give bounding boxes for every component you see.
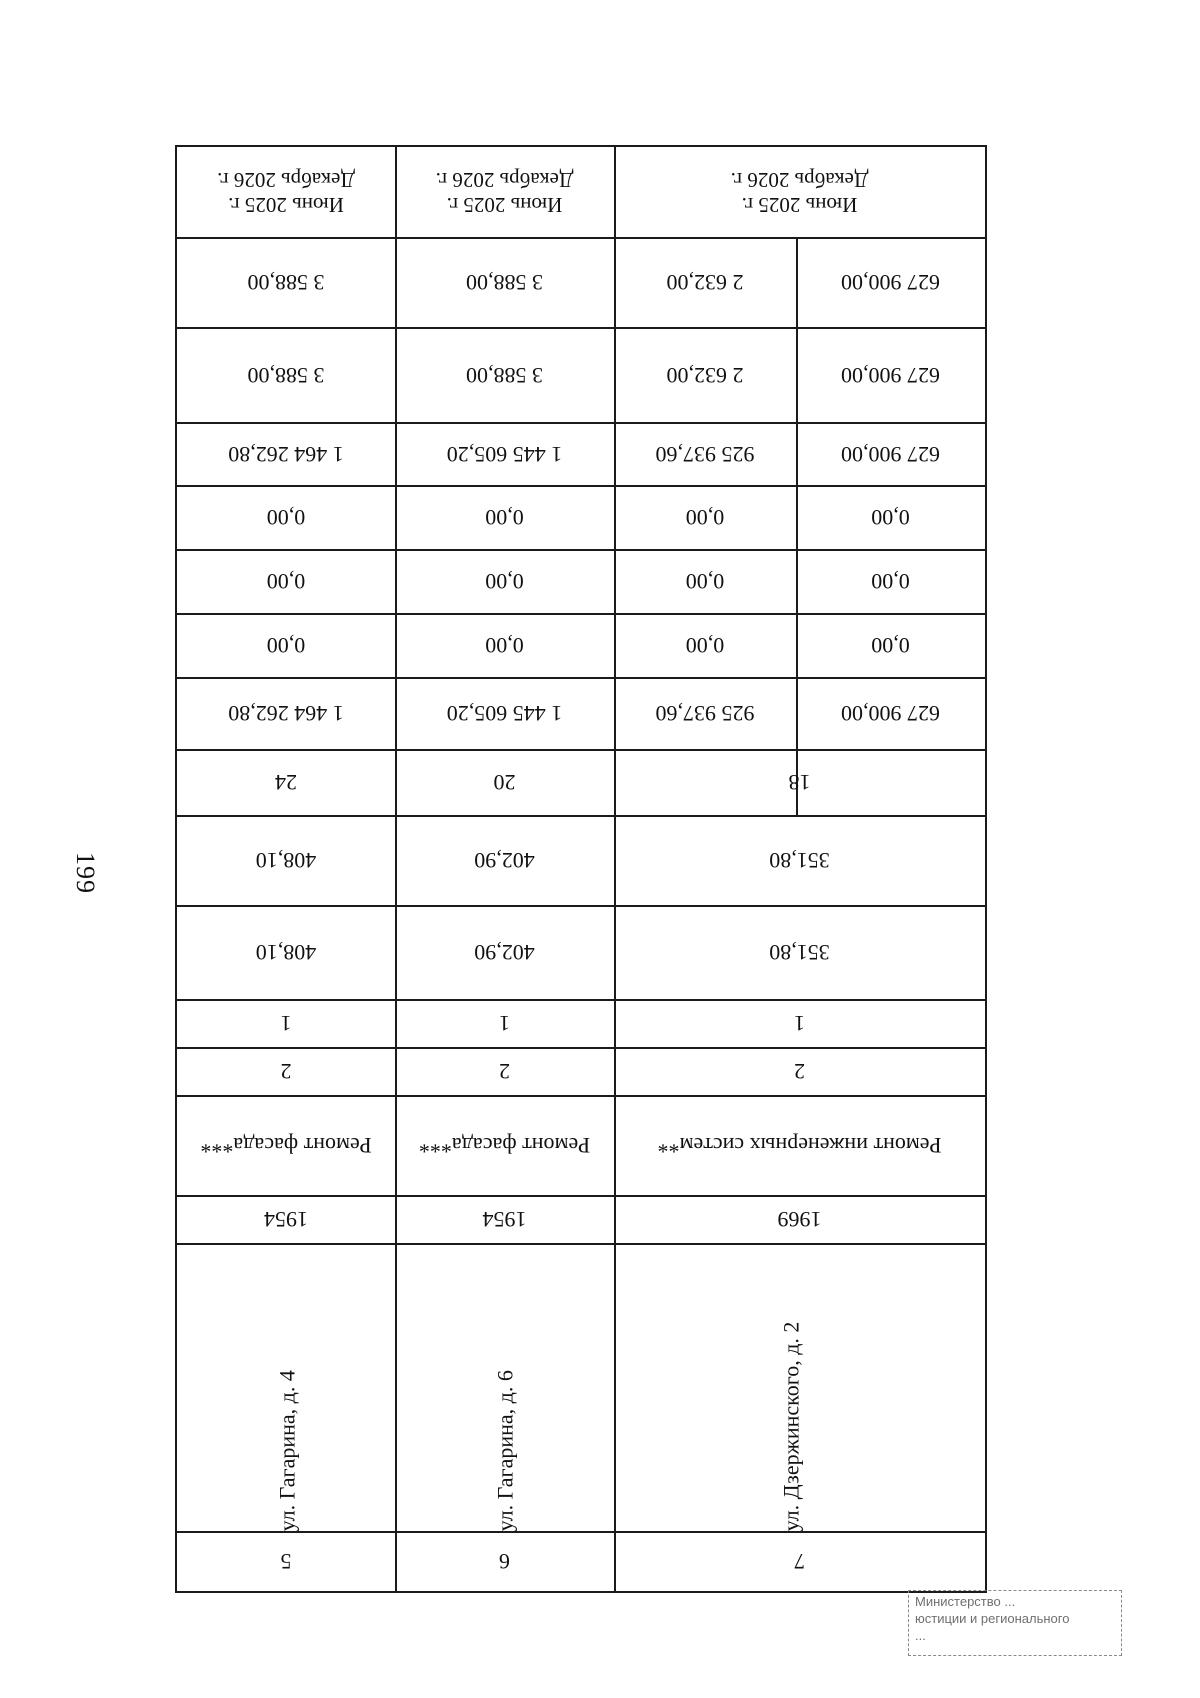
- row7-cost-budget-b: 0,00: [871, 569, 910, 595]
- row7-cost-total-b: 627 900,00: [841, 701, 940, 727]
- row7-residents: 18: [788, 770, 811, 796]
- row7-unit-cost-b: 627 900,00: [841, 362, 940, 388]
- row6-area-living: 402,90: [474, 848, 535, 874]
- row6-work-type: Ремонт фасада***: [418, 1133, 591, 1159]
- row7-cost-fund-a: 0,00: [685, 633, 725, 659]
- row5-work-type: Ремонт фасада***: [200, 1133, 372, 1159]
- row7-col-2: 2: [794, 1059, 805, 1085]
- row6-year: 1954: [482, 1207, 527, 1233]
- row7-cost-fund-b: 0,00: [871, 633, 910, 659]
- row5-address: [273, 1243, 313, 1531]
- row5-col-2: 2: [280, 1059, 292, 1085]
- row7-period-end: Декабрь 2026 г.: [730, 168, 869, 192]
- row7-unit-cost-a: 2 632,00: [666, 362, 744, 388]
- row6-period-end: Декабрь 2026 г.: [435, 168, 574, 192]
- row5-period-start: Июнь 2025 г.: [228, 193, 344, 218]
- stamp-line-1: Министерство ...: [915, 1594, 1016, 1609]
- row7-cost-owners-a: 925 937,60: [655, 441, 755, 467]
- row7-no: 7: [794, 1549, 805, 1575]
- row5-period: [177, 147, 395, 237]
- row5-address-text: ул. Гагарина, д. 4: [274, 1369, 300, 1531]
- row6-period: [395, 147, 614, 237]
- row5-no: 5: [280, 1549, 292, 1575]
- row7-address: [777, 1243, 817, 1531]
- row6-cost-total: 1 445 605,20: [446, 701, 563, 727]
- row5-area-living: 408,10: [255, 848, 317, 874]
- row5-cost-total: 1 464 262,80: [228, 701, 344, 727]
- row5-residents: 24: [275, 770, 297, 796]
- row7-cost-other-a: 0,00: [685, 505, 725, 531]
- stamp-line-2: юстиции и регионального: [915, 1611, 1070, 1626]
- row5-area-total: 408,10: [255, 940, 317, 966]
- row6-cost-owners: 1 445 605,20: [446, 441, 563, 467]
- row7-period-start: Июнь 2025 г.: [741, 193, 858, 218]
- row5-cost-other: 0,00: [266, 505, 306, 531]
- row7-area-total: 351,80: [769, 940, 830, 966]
- row5-cost-fund: 0,00: [266, 633, 306, 659]
- row7-max-unit-cost-b: 627 900,00: [841, 270, 940, 296]
- row6-address-text: ул. Гагарина, д. 6: [492, 1369, 518, 1531]
- row6-no: 6: [499, 1549, 510, 1575]
- row5-col-1: 1: [280, 1011, 292, 1037]
- row5-cost-owners: 1 464 262,80: [228, 441, 344, 467]
- row5-max-unit-cost: 3 588,00: [247, 270, 325, 296]
- row7-cost-owners-b: 627 900,00: [841, 441, 940, 467]
- row5-cost-budget: 0,00: [266, 569, 306, 595]
- row6-col-2: 2: [499, 1059, 510, 1085]
- ministry-stamp: [908, 1590, 1122, 1656]
- row6-unit-cost: 3 588,00: [466, 362, 543, 388]
- row7-cost-other-b: 0,00: [871, 505, 910, 531]
- row6-area-total: 402,90: [474, 940, 535, 966]
- row5-period-end: Декабрь 2026 г.: [217, 168, 355, 192]
- row7-year: 1969: [777, 1207, 822, 1233]
- row7-work-type: Ремонт инженерных систем**: [657, 1133, 942, 1159]
- row6-max-unit-cost: 3 588,00: [466, 270, 543, 296]
- works-table: [175, 145, 987, 1593]
- row5-year: 1954: [264, 1207, 308, 1233]
- row6-cost-fund: 0,00: [485, 633, 524, 659]
- row6-cost-budget: 0,00: [485, 569, 524, 595]
- row7-address-text: ул. Дзержинского, д. 2: [778, 1321, 804, 1531]
- row6-col-1: 1: [499, 1011, 510, 1037]
- row7-col-1: 1: [794, 1011, 805, 1037]
- row6-residents: 20: [493, 770, 516, 796]
- row7-period: [614, 147, 985, 237]
- stamp-line-3: ...: [915, 1628, 926, 1643]
- row7-max-unit-cost-a: 2 632,00: [666, 270, 744, 296]
- row7-cost-budget-a: 0,00: [685, 569, 725, 595]
- row6-cost-other: 0,00: [485, 505, 524, 531]
- row6-period-start: Июнь 2025 г.: [446, 193, 563, 218]
- row7-area-living: 351,80: [769, 848, 830, 874]
- page-number: 199: [71, 852, 100, 894]
- row5-unit-cost: 3 588,00: [247, 362, 325, 388]
- row6-address: [491, 1243, 531, 1531]
- row7-cost-total-a: 925 937,60: [655, 701, 755, 727]
